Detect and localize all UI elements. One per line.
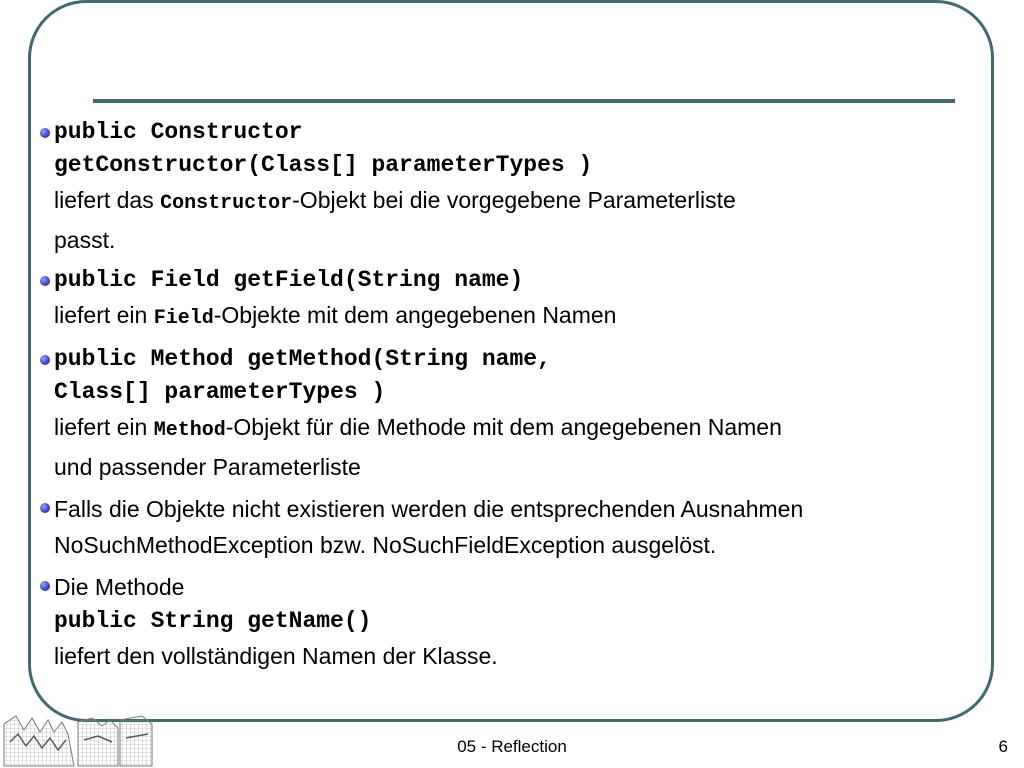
- description-text: NoSuchMethodException bzw. NoSuchFieldException ausgelöst.: [54, 532, 717, 558]
- text-part: liefert das: [54, 187, 161, 213]
- list-item: [38, 491, 988, 563]
- inline-code: Method: [153, 419, 226, 442]
- text-part: liefert ein: [54, 302, 154, 328]
- code-line: public Constructor: [54, 119, 303, 145]
- bullet-icon: [40, 128, 50, 138]
- description-text: Falls die Objekte nicht existieren werden die entsprechenden Ausnahmen: [54, 496, 804, 522]
- list-item: [38, 569, 988, 674]
- title-divider: [93, 99, 955, 103]
- inline-code: Field: [153, 307, 214, 330]
- description-text: [54, 297, 988, 337]
- description-text: liefert den vollständigen Namen der Klasse.: [54, 643, 498, 669]
- description-text: [54, 409, 988, 449]
- code-line: getConstructor(Class[] parameterTypes ): [54, 152, 593, 178]
- text-part: -Objekt für die Methode mit dem angegebenen Namen: [225, 414, 782, 440]
- page-number: 6: [998, 737, 1008, 756]
- inline-code: Constructor: [160, 192, 293, 215]
- code-line: public Field getField(String name): [54, 267, 524, 293]
- description-text: Die Methode: [54, 574, 185, 600]
- description-text: passt.: [54, 227, 116, 253]
- bullet-icon: [40, 276, 50, 286]
- list-item: [38, 116, 988, 258]
- bullet-icon: [40, 503, 50, 513]
- text-part: liefert ein: [54, 414, 154, 440]
- code-line: Class[] parameterTypes ): [54, 379, 386, 405]
- list-item: [38, 264, 988, 337]
- list-item: [38, 343, 988, 485]
- footer-title: 05 - Reflection: [457, 737, 567, 756]
- bullet-icon: [40, 581, 50, 591]
- description-text: [54, 182, 988, 222]
- text-part: -Objekte mit dem angegebenen Namen: [213, 302, 617, 328]
- text-part: -Objekt bei die vorgegebene Parameterliste: [292, 187, 736, 213]
- slide-content: [38, 116, 988, 680]
- code-line: public String getName(): [54, 608, 372, 634]
- code-line: public Method getMethod(String name,: [54, 346, 551, 372]
- description-text: und passender Parameterliste: [54, 454, 361, 480]
- bullet-icon: [40, 355, 50, 365]
